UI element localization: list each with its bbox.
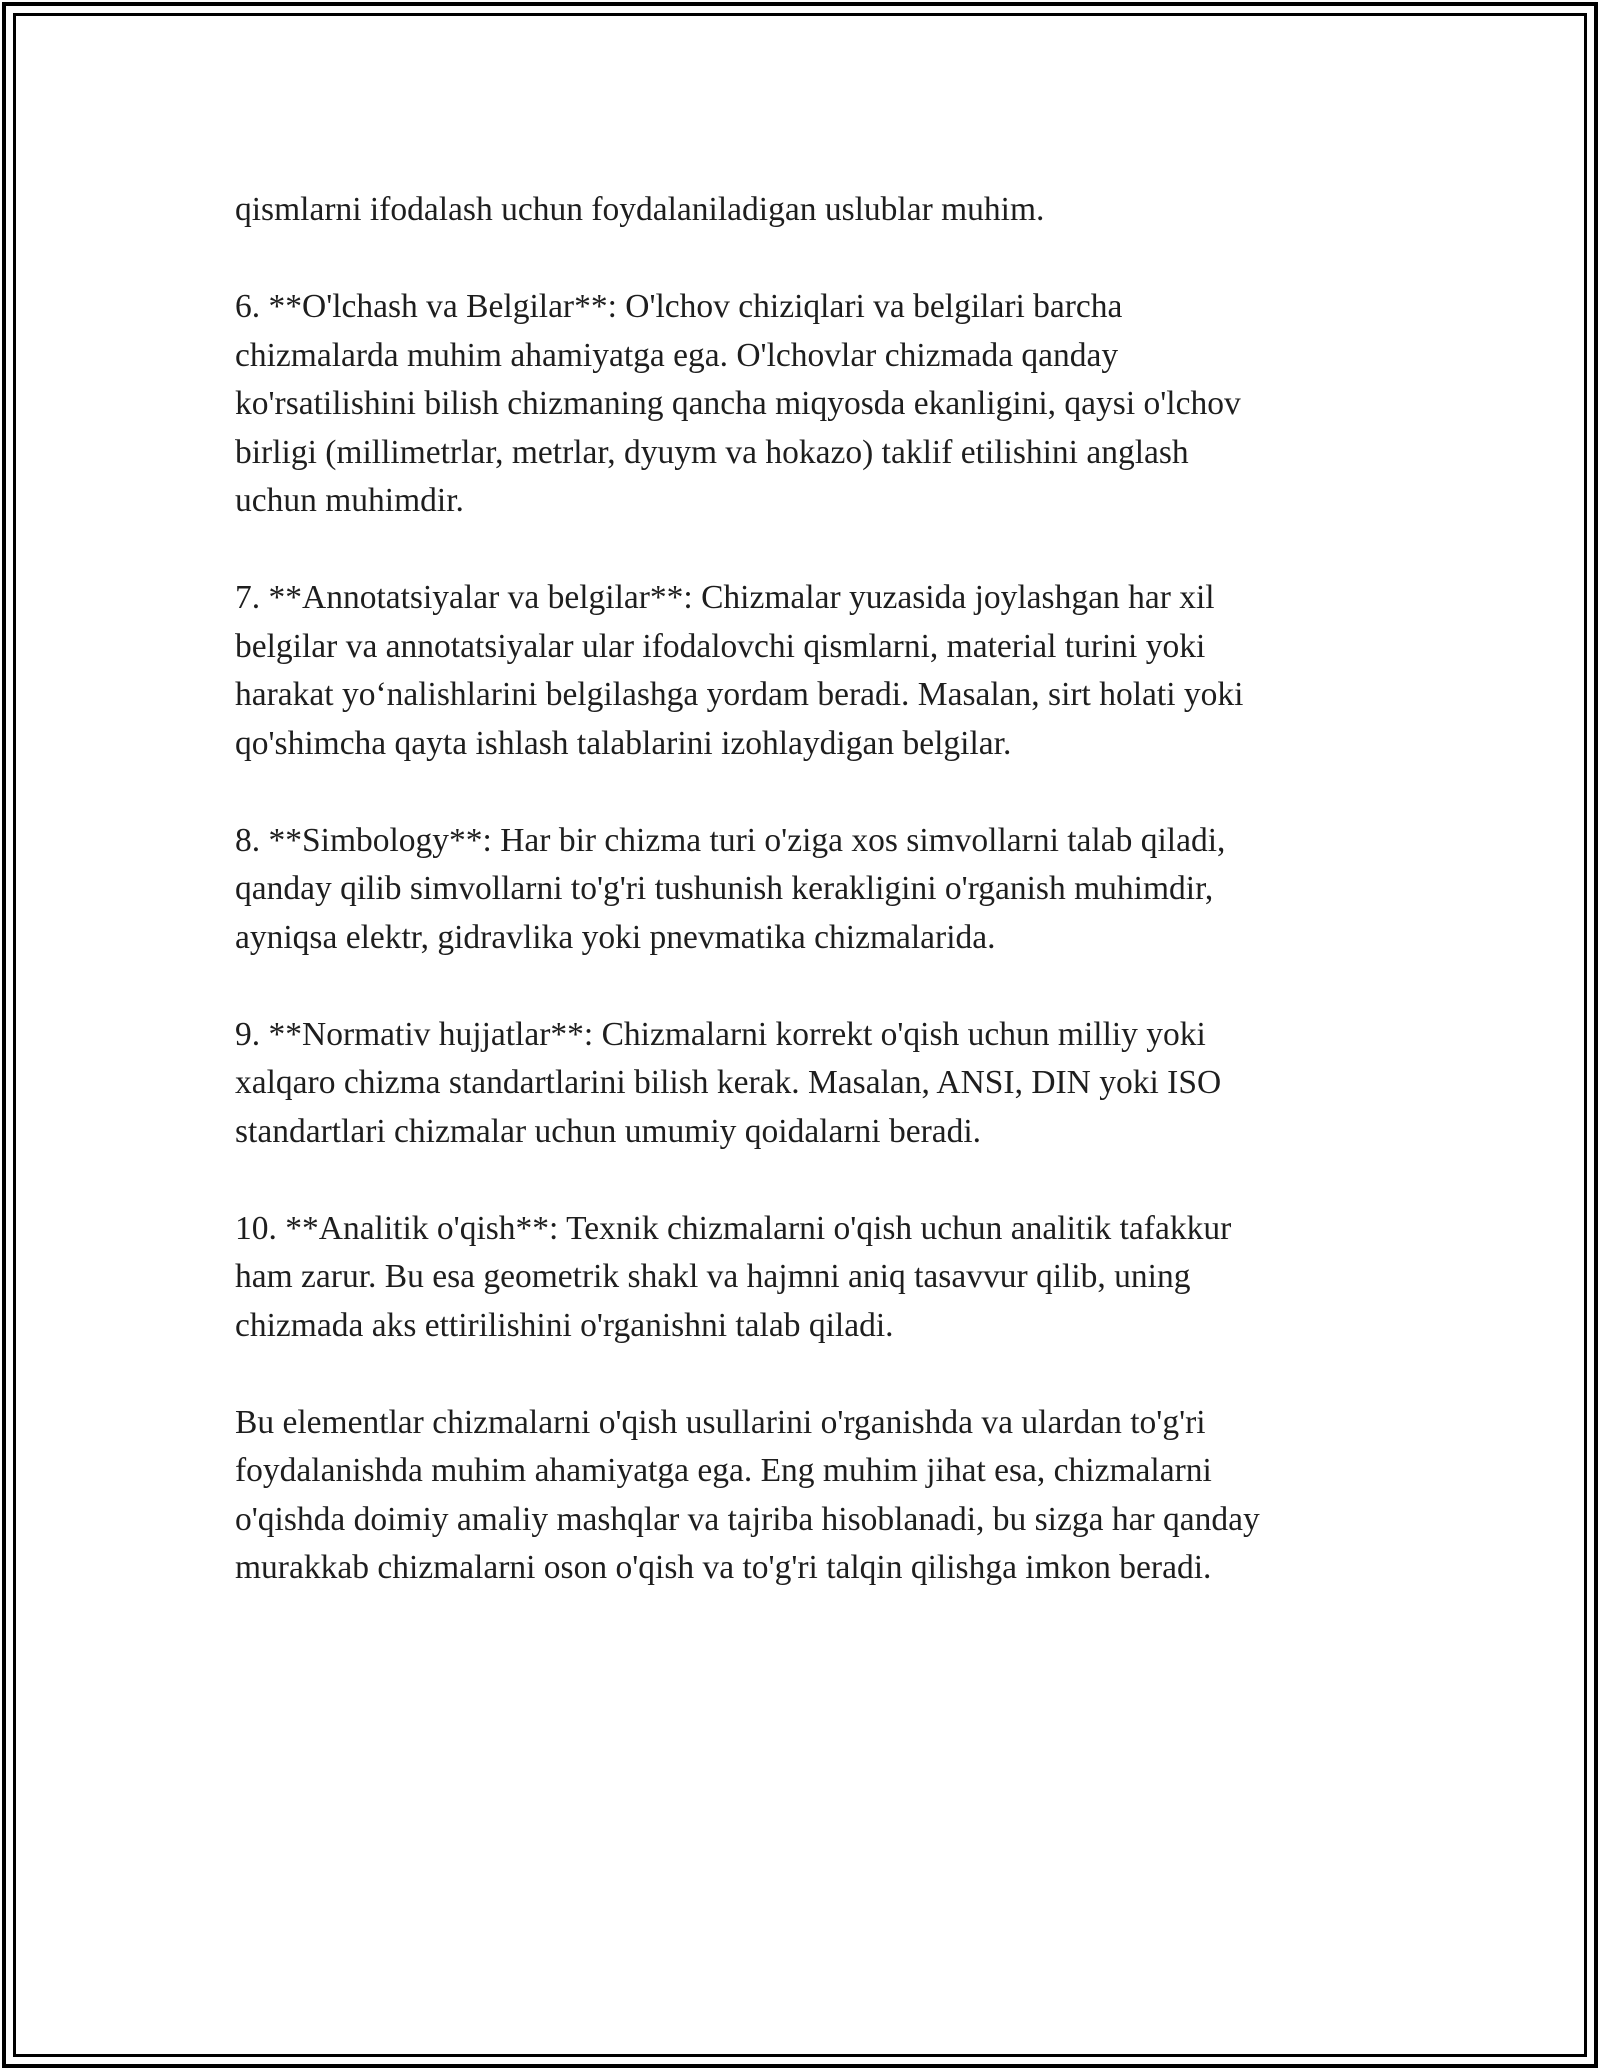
paragraph-continuation: qismlarni ifodalash uchun foydalaniladigan uslublar muhim. (235, 191, 1045, 228)
paragraph-item-6: 6. **O'lchash va Belgilar**: O'lchov chiziqlari va belgilari barcha chizmalarda muhim ahamiyatga ega. O'lchovlar chizmada qanday ko'rsatilishini bilish chizmaning qancha miqyosda ekanligini, qaysi o'lchov birligi (millimetrlar, metrlar, dyuym va hokazo) taklif etilishini anglash uchun muhimdir. (235, 288, 1241, 519)
paragraph-conclusion: Bu elementlar chizmalarni o'qish usullarini o'rganishda va ulardan to'g'ri foydalanishda muhim ahamiyatga ega. Eng muhim jihat esa, chizmalarni o'qishda doimiy amaliy mashqlar va tajriba hisoblanadi, bu sizga har qanday murakkab chizmalarni oson o'qish va to'g'ri talqin qilishga imkon beradi. (235, 1403, 1260, 1586)
paragraph-item-10: 10. **Analitik o'qish**: Texnik chizmalarni o'qish uchun analitik tafakkur ham zarur. Bu esa geometrik shakl va hajmni aniq tasavvur qilib, uning chizmada aks ettirilishini o'rganishni talab qiladi. (235, 1209, 1232, 1344)
paragraph-item-9: 9. **Normativ hujjatlar**: Chizmalarni korrekt o'qish uchun milliy yoki xalqaro chizma standartlarini bilish kerak. Masalan, ANSI, DIN yoki ISO standartlari chizmalar uchun umumiy qoidalarni beradi. (235, 1015, 1222, 1150)
document-body (235, 186, 1395, 1593)
paragraph-item-7: 7. **Annotatsiyalar va belgilar**: Chizmalar yuzasida joylashgan har xil belgilar va annotatsiyalar ular ifodalovchi qismlarni, material turini yoki harakat yo‘nalishlarini belgilashga yordam beradi. Masalan, sirt holati yoki qo'shimcha qayta ishlash talablarini izohlaydigan belgilar. (235, 579, 1244, 762)
paragraph-item-8: 8. **Simbology**: Har bir chizma turi o'ziga xos simvollarni talab qiladi, qanday qilib simvollarni to'g'ri tushunish kerakligini o'rganish muhimdir, ayniqsa elektr, gidravlika yoki pnevmatika chizmalarida. (235, 821, 1226, 956)
